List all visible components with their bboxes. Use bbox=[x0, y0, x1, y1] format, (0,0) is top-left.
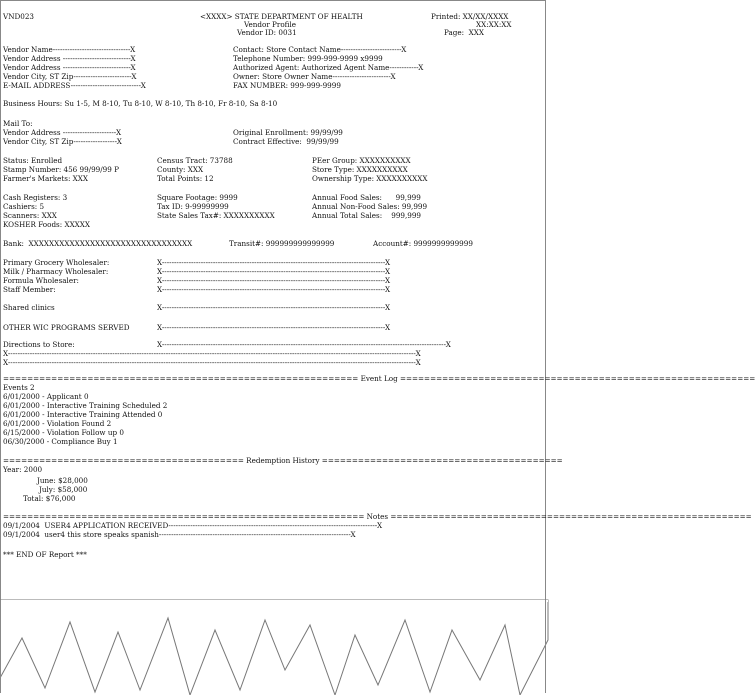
contract-effective: Contract Effective: 99/99/99 bbox=[233, 137, 339, 146]
account-number: Account#: 9999999999999 bbox=[373, 239, 473, 248]
notes-divider: ============================================================ Notes ============================================================ bbox=[3, 512, 752, 521]
square-footage: Square Footage: 9999 bbox=[157, 193, 238, 202]
bank: Bank: XXXXXXXXXXXXXXXXXXXXXXXXXXXXXXXX bbox=[3, 239, 193, 248]
census-tract: Census Tract: 73788 bbox=[157, 156, 233, 165]
status: Status: Enrolled bbox=[3, 156, 63, 165]
agency-name: <XXXX> STATE DEPARTMENT OF HEALTH bbox=[200, 12, 363, 21]
mail-to-left-2: Vendor City, ST Zip------------------X bbox=[3, 137, 122, 146]
vendor-left-3: Vendor Address ----------------------------X bbox=[3, 63, 136, 72]
wholesaler-value-2: X--------------------------------------------------------------------------------------------X bbox=[157, 267, 391, 276]
event-line-1: Events 2 bbox=[3, 383, 35, 392]
farmers-markets: Farmer's Markets: XXX bbox=[3, 174, 88, 183]
peer-group: PEer Group: XXXXXXXXXX bbox=[312, 156, 411, 165]
shared-clinics-label: Shared clinics bbox=[3, 303, 55, 312]
mail-to-heading: Mail To: bbox=[3, 119, 33, 128]
vendor-left-5: E-MAIL ADDRESS-----------------------------X bbox=[3, 81, 146, 90]
wholesaler-label-4: Staff Member: bbox=[3, 285, 56, 294]
redemption-july: July: $58,000 bbox=[39, 485, 88, 494]
tax-id: Tax ID: 9-99999999 bbox=[157, 202, 229, 211]
event-log-divider: =========================================================== Event Log =========================================================== bbox=[3, 374, 755, 383]
redemption-total: Total: $76,000 bbox=[23, 494, 76, 503]
wholesaler-label-3: Formula Wholesaler: bbox=[3, 276, 79, 285]
vendor-right-5: FAX NUMBER: 999-999-9999 bbox=[233, 81, 341, 90]
state-sales-tax: State Sales Tax#: XXXXXXXXXX bbox=[157, 211, 275, 220]
shared-clinics-value: X--------------------------------------------------------------------------------------------X bbox=[157, 303, 391, 312]
wholesaler-label-1: Primary Grocery Wholesaler: bbox=[3, 258, 110, 267]
report-id: VND023 bbox=[3, 12, 34, 21]
directions-line-2: X------------------------------------------------------------------------------------------------------------------------------------------------------------------------X bbox=[3, 358, 421, 367]
cashiers: Cashiers: 5 bbox=[3, 202, 45, 211]
stamp-number: Stamp Number: 456 99/99/99 P bbox=[3, 165, 119, 174]
printed-time: XX:XX:XX bbox=[476, 20, 512, 29]
directions-line-1: X------------------------------------------------------------------------------------------------------------------------------------------------------------------------X bbox=[3, 349, 421, 358]
report-title: Vendor Profile bbox=[244, 20, 297, 29]
kosher-foods: KOSHER Foods: XXXXX bbox=[3, 220, 91, 229]
wholesaler-value-4: X--------------------------------------------------------------------------------------------X bbox=[157, 285, 391, 294]
vendor-right-4: Owner: Store Owner Name------------------------X bbox=[233, 72, 396, 81]
cash-registers: Cash Registers: 3 bbox=[3, 193, 68, 202]
redemption-divider: ======================================== Redemption History ======================================== bbox=[3, 456, 563, 465]
redemption-year: Year: 2000 bbox=[3, 465, 43, 474]
event-line-2: 6/01/2000 - Applicant 0 bbox=[3, 392, 89, 401]
total-points: Total Points: 12 bbox=[157, 174, 214, 183]
other-wic-value: X--------------------------------------------------------------------------------------------X bbox=[157, 323, 391, 332]
scanners: Scanners: XXX bbox=[3, 211, 57, 220]
redemption-june: June: $28,000 bbox=[37, 476, 88, 485]
vendor-left-2: Vendor Address ----------------------------X bbox=[3, 54, 136, 63]
torn-edge bbox=[0, 600, 548, 695]
business-hours: Business Hours: Su 1-5, M 8-10, Tu 8-10, W 8-10, Th 8-10, Fr 8-10, Sa 8-10 bbox=[3, 99, 278, 108]
end-of-report: *** END OF Report *** bbox=[3, 550, 87, 559]
vendor-left-4: Vendor City, ST Zip------------------------X bbox=[3, 72, 137, 81]
other-wic-label: OTHER WIC PROGRAMS SERVED bbox=[3, 323, 130, 332]
event-line-5: 6/01/2000 - Violation Found 2 bbox=[3, 419, 112, 428]
mail-to-left-1: Vendor Address ----------------------X bbox=[3, 128, 122, 137]
transit-number: Transit#: 999999999999999 bbox=[229, 239, 335, 248]
event-line-7: 06/30/2000 - Compliance Buy 1 bbox=[3, 437, 118, 446]
vendor-right-1: Contact: Store Contact Name-------------------------X bbox=[233, 45, 407, 54]
directions-value: X---------------------------------------------------------------------------------------------------------------------X bbox=[157, 340, 451, 349]
annual-food-sales: Annual Food Sales: 99,999 bbox=[312, 193, 421, 202]
note-line-2: 09/1/2004 user4 this store speaks spanish-------------------------------------------------------------------------------X bbox=[3, 530, 356, 539]
vendor-right-3: Authorized Agent: Authorized Agent Name------------X bbox=[233, 63, 424, 72]
county: County: XXX bbox=[157, 165, 204, 174]
store-type: Store Type: XXXXXXXXXX bbox=[312, 165, 408, 174]
vendor-left-1: Vendor Name--------------------------------X bbox=[3, 45, 136, 54]
page-number: Page: XXX bbox=[444, 28, 484, 37]
original-enrollment: Original Enrollment: 99/99/99 bbox=[233, 128, 343, 137]
wholesaler-value-3: X--------------------------------------------------------------------------------------------X bbox=[157, 276, 391, 285]
ownership-type: Ownership Type: XXXXXXXXXX bbox=[312, 174, 428, 183]
vendor-id: Vendor ID: 0031 bbox=[237, 28, 297, 37]
event-line-6: 6/15/2000 - Violation Follow up 0 bbox=[3, 428, 124, 437]
wholesaler-label-2: Milk / Pharmacy Wholesaler: bbox=[3, 267, 109, 276]
event-line-3: 6/01/2000 - Interactive Training Scheduled 2 bbox=[3, 401, 168, 410]
annual-nonfood-sales: Annual Non-Food Sales: 99,999 bbox=[312, 202, 428, 211]
wholesaler-value-1: X--------------------------------------------------------------------------------------------X bbox=[157, 258, 391, 267]
event-line-4: 6/01/2000 - Interactive Training Attended 0 bbox=[3, 410, 163, 419]
annual-total-sales: Annual Total Sales: 999,999 bbox=[312, 211, 421, 220]
directions-label: Directions to Store: bbox=[3, 340, 75, 349]
printed-date: Printed: XX/XX/XXXX bbox=[431, 12, 509, 21]
note-line-1: 09/1/2004 USER4 APPLICATION RECEIVED--------------------------------------------------------------------------------------X bbox=[3, 521, 383, 530]
vendor-right-2: Telephone Number: 999-999-9999 x9999 bbox=[233, 54, 383, 63]
